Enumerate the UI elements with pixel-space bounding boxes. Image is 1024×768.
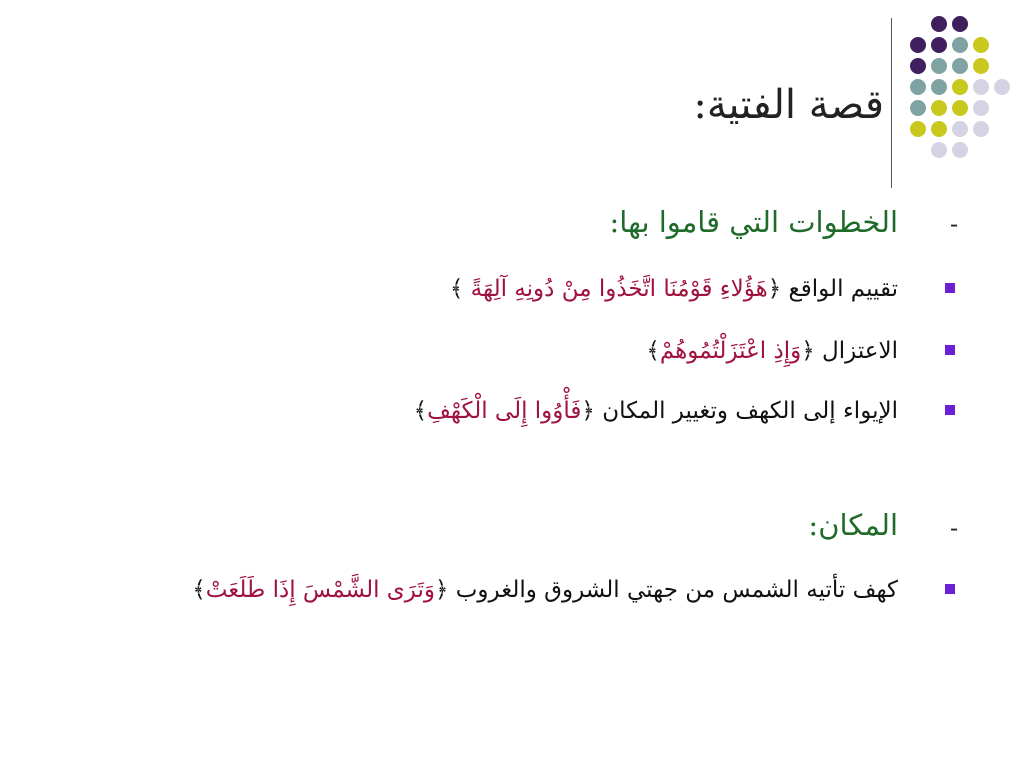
section-dash-2: - (950, 514, 959, 542)
decorative-dot (931, 100, 947, 116)
decorative-dot (910, 79, 926, 95)
bullet-3 (945, 405, 955, 415)
decorative-dot (931, 37, 947, 53)
bullet-1 (945, 283, 955, 293)
decorative-dot (952, 79, 968, 95)
quran-verse: فَأْوُوا إِلَى الْكَهْفِ (427, 398, 582, 424)
bracket-close: ﴾ (449, 276, 471, 302)
section-heading-steps: الخطوات التي قاموا بها: (609, 205, 898, 239)
section-dash-1: - (950, 210, 959, 238)
decorative-dot (973, 58, 989, 74)
decorative-dot (931, 58, 947, 74)
decorative-dot (973, 121, 989, 137)
decorative-dot (910, 100, 926, 116)
title-divider (891, 18, 892, 188)
item-label: تقييم الواقع (788, 276, 898, 302)
decorative-dot (910, 58, 926, 74)
section-heading-place: المكان: (808, 508, 898, 542)
decorative-dot (952, 142, 968, 158)
list-item (646, 338, 898, 364)
decorative-dot (931, 121, 947, 137)
bracket-open: ﴿ (801, 338, 823, 364)
decorative-dot-grid (900, 10, 1024, 170)
quran-verse: وَإِذِ اعْتَزَلْتُمُوهُمْ (659, 338, 802, 364)
decorative-dot (931, 142, 947, 158)
decorative-dot (952, 58, 968, 74)
bracket-open: ﴿ (767, 276, 789, 302)
list-item (450, 276, 898, 302)
quran-verse: وَتَرَى الشَّمْسَ إِذَا طَلَعَتْ (205, 577, 435, 603)
item-label: الاعتزال (822, 338, 898, 364)
bracket-close: ﴾ (192, 577, 206, 603)
list-item (414, 398, 898, 424)
decorative-dot (931, 16, 947, 32)
decorative-dot (973, 79, 989, 95)
decorative-dot (973, 37, 989, 53)
decorative-dot (931, 79, 947, 95)
decorative-dot (910, 37, 926, 53)
decorative-dot (952, 121, 968, 137)
decorative-dot (910, 121, 926, 137)
item-label: كهف تأتيه الشمس من جهتي الشروق والغروب (455, 577, 898, 603)
decorative-dot (952, 37, 968, 53)
list-item (192, 577, 898, 603)
bullet-2 (945, 345, 955, 355)
item-label: الإيواء إلى الكهف وتغيير المكان (602, 398, 898, 424)
bullet-4 (945, 584, 955, 594)
bracket-close: ﴾ (646, 338, 660, 364)
bracket-open: ﴿ (581, 398, 603, 424)
decorative-dot (952, 100, 968, 116)
bracket-open: ﴿ (434, 577, 456, 603)
decorative-dot (973, 100, 989, 116)
decorative-dot (994, 79, 1010, 95)
slide-title: قصة الفتية: (693, 82, 884, 128)
quran-verse: هَؤُلاءِ قَوْمُنَا اتَّخَذُوا مِنْ دُونِهِ آلِهَةً (470, 276, 768, 302)
decorative-dot (952, 16, 968, 32)
bracket-close: ﴾ (413, 398, 428, 424)
